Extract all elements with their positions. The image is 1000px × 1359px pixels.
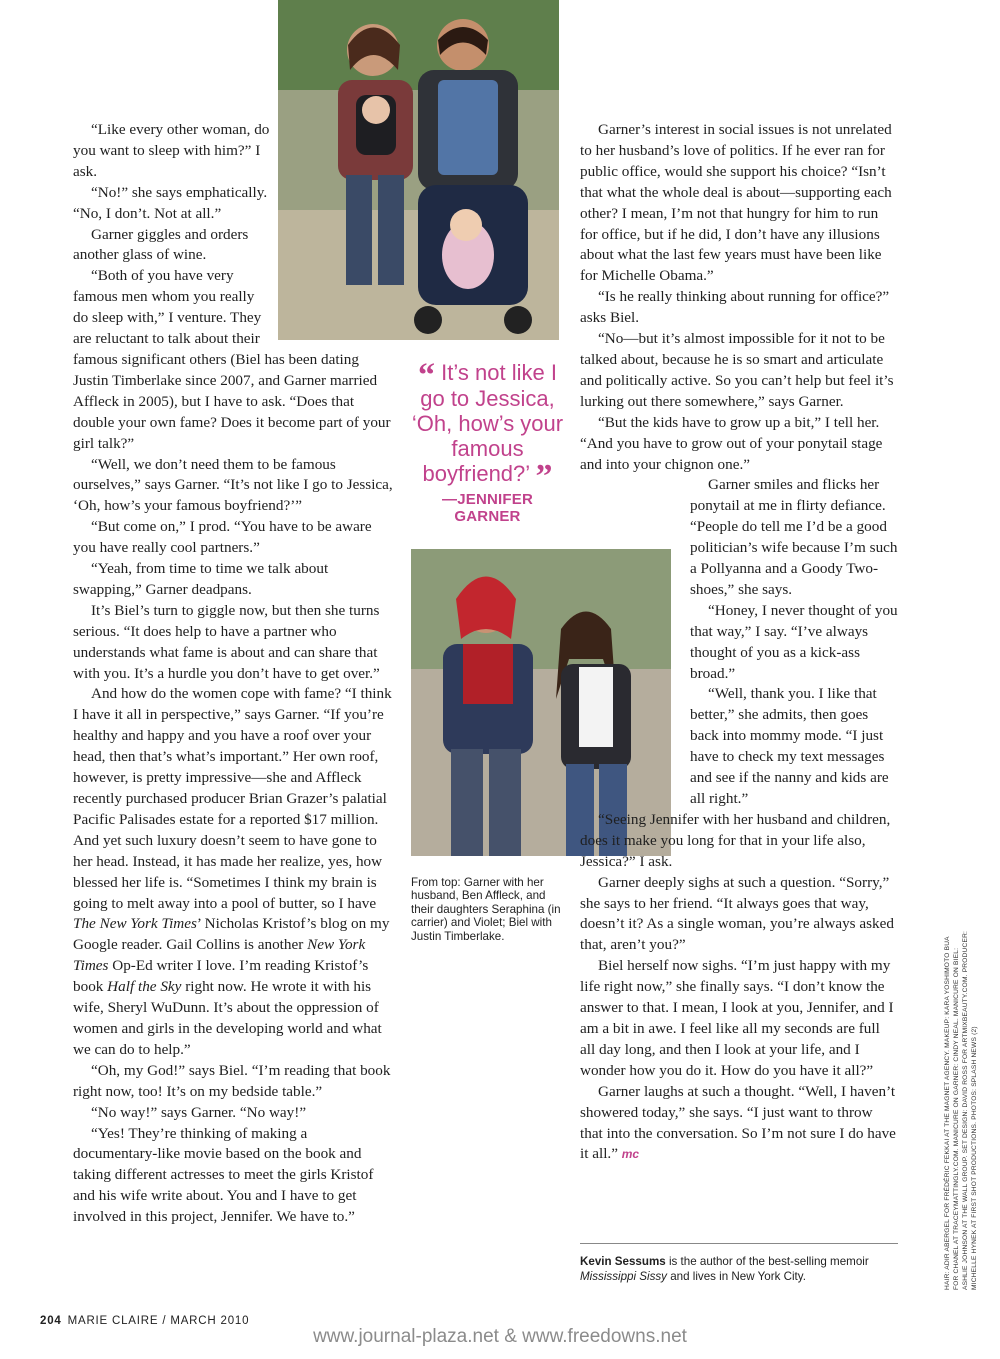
- publication-line: MARIE CLAIRE / MARCH 2010: [67, 1315, 250, 1327]
- watermark: www.journal-plaza.net & www.freedowns.net: [313, 1326, 687, 1347]
- author-bio: [580, 1255, 900, 1284]
- pull-quote-attribution: [405, 491, 570, 525]
- paragraph: “No—but it’s almost impossible for it not to be talked about, because he is so smart and articulate and politically active. So you can’t help but feel it’s lurking out there somewhere,” says Garner.: [580, 330, 894, 410]
- pull-quote: [405, 357, 570, 525]
- paragraph: [580, 1082, 898, 1166]
- paragraph: “No way!” says Garner. “No way!”: [91, 1103, 307, 1121]
- paragraph: “Honey, I never thought of you that way,” I say. “I’ve always thought of you as a kick-ass broad.”: [690, 601, 898, 682]
- end-mark: mc: [621, 1147, 640, 1162]
- article-column-right: [580, 120, 898, 1165]
- book-title: Half the Sky: [107, 978, 182, 996]
- book-title: Mississippi Sissy: [580, 1269, 667, 1283]
- paragraph: Garner giggles and orders another glass of wine.: [73, 225, 249, 264]
- paragraph: “Like every other woman, do you want to sleep with him?” I ask.: [73, 121, 270, 180]
- pull-quote-body: It’s not like I go to Jessica, ‘Oh, how’s your famous boyfriend?’: [411, 360, 564, 486]
- publication-title: The New York Times: [73, 915, 197, 933]
- paragraph: “But come on,” I prod. “You have to be aware you have really cool partners.”: [73, 518, 372, 557]
- paragraph: “Both of you have very famous men whom you really do sleep with,” I venture. They are reluctant to talk about their famous significant others (Biel has been dating Justin Timberlake since 2007, and Garner married Affleck in 2005), but I have to ask. “Does that double your own fame? Does it become part of your girl talk?”: [73, 267, 391, 452]
- photo-wrap-spacer: [273, 120, 393, 342]
- paragraph: Garner’s interest in social issues is not unrelated to her husband’s love of politics. If he ever ran for public office, would she support his choice? “Isn’t that what the whole deal is about—supporting each other? I mean, I’m not that hungry for him to run for office, but if he did, I don’t have any illusions about what the last few years must have been like for Michelle Obama.”: [580, 121, 892, 285]
- pull-quote-attribution-line2: GARNER: [454, 508, 521, 525]
- paragraph-text: And how do the women cope with fame? “I think I have it all in perspective,” says Garner. “If you’re healthy and happy and you have a roof over your head, then that’s what’s important.” Her own roof, however, is pretty impressive—she and Affleck recently purchased producer Brian Grazer’s palatial Pacific Palisades estate for a reported $17 million. And yet such luxury doesn’t seem to have gone to her head. Instead, it has made her realize, yes, how blessed her life is. “Sometimes I think my brain is going to melt away into a pool of butter, so I have: [73, 685, 392, 912]
- paragraph: “Is he really thinking about running for office?” asks Biel.: [580, 288, 890, 327]
- paragraph: [73, 684, 393, 1060]
- paragraph: “Oh, my God!” says Biel. “I’m reading that book right now, too! It’s on my bedside table.”: [73, 1061, 391, 1100]
- bio-text: is the author of the best-selling memoir: [665, 1255, 869, 1268]
- paragraph-text: Op-Ed writer I love. I’m reading Kristof’s book: [73, 957, 369, 996]
- photo-wrap-spacer: [580, 475, 690, 809]
- paragraph-text: Garner laughs at such a thought. “Well, I haven’t showered today,” she says. “I just want to throw that into the conversation. So I’m not sure I do have it all.”: [580, 1082, 896, 1163]
- bio-divider: [580, 1243, 898, 1244]
- pull-quote-text: [405, 357, 570, 495]
- paragraph: “No!” she says emphatically. “No, I don’t. Not at all.”: [73, 183, 268, 222]
- paragraph: It’s Biel’s turn to giggle now, but then she turns serious. “It does help to have a partner who understands what fame is about and can share that with you. It’s a hurdle you don’t have to get over.”: [73, 601, 380, 682]
- paragraph: “Yes! They’re thinking of making a documentary-like movie based on the book and taking different actresses to meet the girls Kristof and his wife write about. You and I have to get involved in this project, Jennifer. We have to.”: [73, 1124, 374, 1226]
- paragraph: “Yeah, from time to time we talk about swapping,” Garner deadpans.: [73, 560, 329, 598]
- paragraph: “Well, thank you. I like that better,” she admits, then goes back into mommy mode. “I just have to check my text messages and see if the nanny and kids are all right.”: [690, 685, 889, 807]
- quote-close-mark: ”: [535, 458, 553, 495]
- bio-text: and lives in New York City.: [666, 1269, 806, 1283]
- page-number: 204: [40, 1315, 62, 1327]
- article-column-left: [73, 120, 393, 1228]
- paragraph-text: ’ Nicholas Kristof’s blog on my Google reader. Gail Collins is another: [73, 915, 390, 954]
- paragraph: “Well, we don’t need them to be famous ourselves,” says Garner. “It’s not like I go to Jessica, ‘Oh, how’s your famous boyfriend?’”: [73, 455, 393, 515]
- photo-caption: From top: Garner with her husband, Ben Affleck, and their daughters Seraphina (in carrier) and Violet; Biel with Justin Timberlake.: [411, 876, 561, 943]
- pull-quote-attribution-line1: —JENNIFER: [442, 491, 533, 508]
- publication-title: New York Times: [73, 936, 366, 975]
- photo-credits: HAIR: ADIR ABERGEL FOR FRÉDÉRIC FEKKAI AT THE MAGNET AGENCY. MAKEUP: KARA YOSHIMOTO BUA FOR CHANEL AT TRACEYMATTINGLY.COM. MANICURE ON GARNER: CINDY NEAL. MANICURE ON BIEL: ASHLIE JOHNSON AT THE WALL GROUP. SET DESIGN: DAVID ROSS FOR ARTMIXBEAUTY.COM. PRODUCER: MICHELLE HYNEK AT FIRST SHOT PRODUCTIONS. PHOTOS: SPLASH NEWS (2): [944, 930, 978, 1290]
- paragraph: Garner smiles and flicks her ponytail at me in flirty defiance. “People do tell me I’d be a good politician’s wife because I’m such a Pollyanna and a Goody Two-shoes,” she says.: [690, 476, 898, 598]
- paragraph-text: right now. He wrote it with his wife, Sheryl WuDunn. It’s about the oppression of women and girls in the developing world and what we can do to help.”: [73, 978, 382, 1058]
- paragraph: Garner deeply sighs at such a question. “Sorry,” she says to her friend. “It always goes that way, doesn’t it? As a single woman, you’re always asked that, aren’t you?”: [580, 873, 894, 954]
- quote-open-mark: “: [418, 357, 436, 394]
- paragraph: “But the kids have to grow up a bit,” I tell her. “And you have to grow out of your ponytail stage and into your chignon one.”: [580, 413, 883, 473]
- paragraph: “Seeing Jennifer with her husband and children, does it make you long for that in your life also, Jessica?” I ask.: [580, 810, 891, 870]
- paragraph: Biel herself now sighs. “I’m just happy with my life right now,” she finally says. “I don’t know the answer to that. I mean, I look at you, Jennifer, and I am a bit in awe. I feel like all my seconds are full all day long, and then I look at your life, and I wonder how you do it. How do you have it all?”: [580, 957, 894, 1079]
- author-name: Kevin Sessums: [580, 1255, 666, 1268]
